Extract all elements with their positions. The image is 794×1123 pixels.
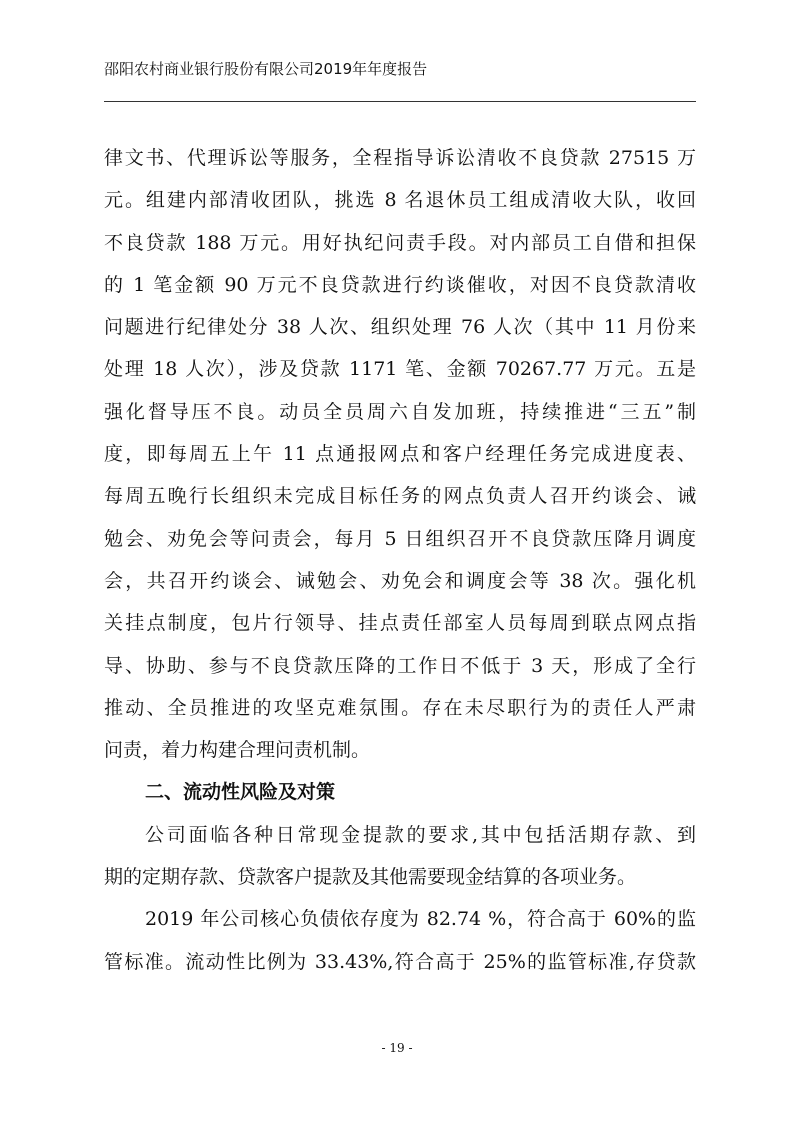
- body-line: 强化督导压不良。动员全员周六自发加班，持续推进“三五”制: [104, 400, 696, 423]
- section-heading: 二、流动性风险及对策: [145, 781, 336, 804]
- body-line: 律文书、代理诉讼等服务，全程指导诉讼清收不良贷款 27515 万: [104, 147, 696, 169]
- paragraph-line: 管标准。流动性比例为 33.43%,符合高于 25%的监管标准,存贷款: [104, 950, 696, 973]
- document-body: [104, 137, 696, 983]
- body-line: 会，共召开约谈会、诫勉会、劝免会和调度会等 38 次。强化机: [104, 569, 696, 592]
- body-line: 推动、全员推进的攻坚克难氛围。存在未尽职行为的责任人严肃: [104, 696, 696, 719]
- page-number: - 19 -: [381, 1041, 413, 1055]
- body-line: 度，即每周五上午 11 点通报网点和客户经理任务完成进度表、: [104, 443, 696, 466]
- body-line: 不良贷款 188 万元。用好执纪问责手段。对内部员工自借和担保: [104, 231, 696, 254]
- body-line: 关挂点制度，包片行领导、挂点责任部室人员每周到联点网点指: [104, 612, 696, 635]
- paragraph-line: 2019 年公司核心负债依存度为 82.74 %，符合高于 60%的监: [145, 908, 696, 931]
- body-line: 每周五晚行长组织未完成目标任务的网点负责人召开约谈会、诫: [104, 485, 696, 508]
- body-line: 的 1 笔金额 90 万元不良贷款进行约谈催收，对因不良贷款清收: [104, 273, 696, 296]
- body-line: 元。组建内部清收团队，挑选 8 名退休员工组成清收大队，收回: [104, 189, 696, 212]
- body-line: 问题进行纪律处分 38 人次、组织处理 76 人次（其中 11 月份来: [104, 316, 696, 339]
- paragraph-line: 期的定期存款、贷款客户提款及其他需要现金结算的各项业务。: [104, 866, 637, 889]
- header-divider: [104, 101, 696, 102]
- body-line: 问责，着力构建合理问责机制。: [104, 739, 371, 762]
- body-line: 处理 18 人次），涉及贷款 1171 笔、金额 70267.77 万元。五是: [104, 358, 696, 381]
- running-header: 邵阳农村商业银行股份有限公司2019年年度报告: [104, 60, 428, 78]
- body-line: 勉会、劝免会等问责会，每月 5 日组织召开不良贷款压降月调度: [104, 527, 696, 550]
- paragraph-line: 公司面临各种日常现金提款的要求,其中包括活期存款、到: [145, 823, 696, 846]
- body-line: 导、协助、参与不良贷款压降的工作日不低于 3 天，形成了全行: [104, 654, 696, 677]
